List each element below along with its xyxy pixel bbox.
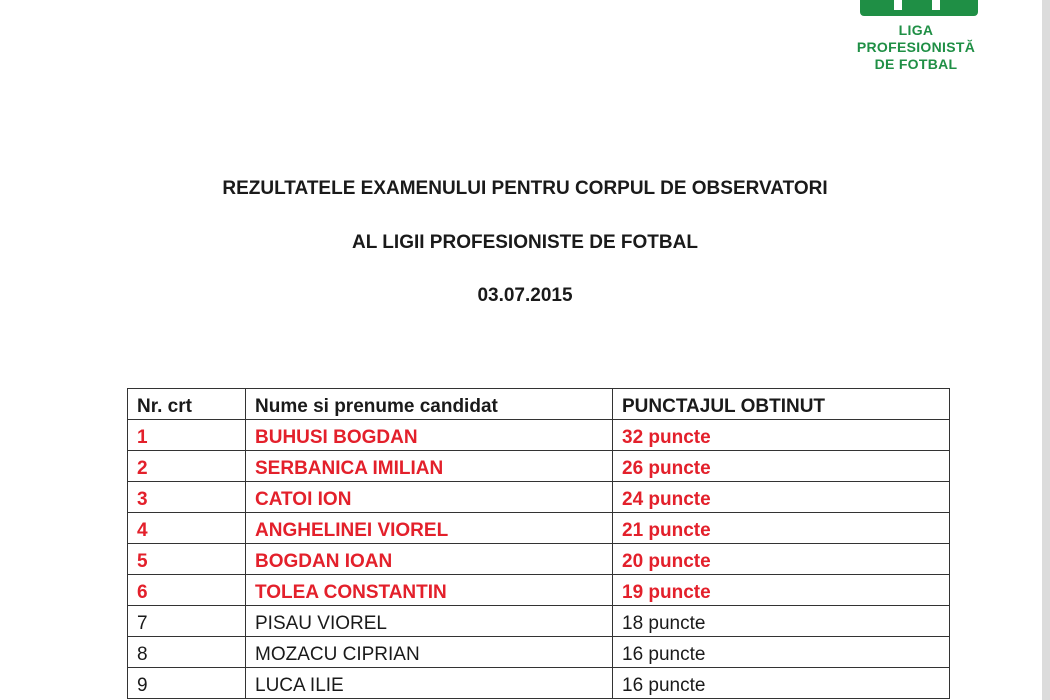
row-number-cell: 1	[128, 420, 246, 451]
score-cell: 19 puncte	[613, 575, 950, 606]
table-row	[128, 544, 950, 575]
candidate-name-cell: PISAU VIOREL	[246, 606, 613, 637]
candidate-name-cell: MOZACU CIPRIAN	[246, 637, 613, 668]
candidate-name-cell: LUCA ILIE	[246, 668, 613, 699]
candidate-name-cell: SERBANICA IMILIAN	[246, 451, 613, 482]
row-number-cell: 3	[128, 482, 246, 513]
table-row	[128, 668, 950, 699]
logo-line-2: PROFESIONISTĂ	[856, 39, 976, 55]
candidate-name-cell: BUHUSI BOGDAN	[246, 420, 613, 451]
logo-mark-icon	[860, 0, 978, 16]
row-number-cell: 4	[128, 513, 246, 544]
table-row	[128, 637, 950, 668]
document-title-line-1: REZULTATELE EXAMENULUI PENTRU CORPUL DE OBSERVATORI	[222, 178, 828, 199]
document-date: 03.07.2015	[477, 285, 573, 306]
table-body	[128, 420, 950, 699]
table-row	[128, 513, 950, 544]
score-cell: 16 puncte	[613, 668, 950, 699]
score-cell: 18 puncte	[613, 606, 950, 637]
score-cell: 24 puncte	[613, 482, 950, 513]
header-score: PUNCTAJUL OBTINUT	[613, 389, 950, 420]
header-nr-crt: Nr. crt	[128, 389, 246, 420]
table-header-row	[128, 389, 950, 420]
table-row	[128, 451, 950, 482]
table-row	[128, 606, 950, 637]
header-candidate-name: Nume si prenume candidat	[246, 389, 613, 420]
candidate-name-cell: ANGHELINEI VIOREL	[246, 513, 613, 544]
candidate-name-cell: TOLEA CONSTANTIN	[246, 575, 613, 606]
score-cell: 21 puncte	[613, 513, 950, 544]
row-number-cell: 7	[128, 606, 246, 637]
score-cell: 20 puncte	[613, 544, 950, 575]
score-cell: 26 puncte	[613, 451, 950, 482]
row-number-cell: 8	[128, 637, 246, 668]
logo-line-3: DE FOTBAL	[874, 56, 958, 72]
table-row	[128, 482, 950, 513]
score-cell: 32 puncte	[613, 420, 950, 451]
results-table	[127, 388, 950, 699]
logo-text	[846, 22, 986, 73]
score-cell: 16 puncte	[613, 637, 950, 668]
candidate-name-cell: CATOI ION	[246, 482, 613, 513]
row-number-cell: 2	[128, 451, 246, 482]
lpf-logo	[846, 0, 986, 80]
logo-line-1: LIGA	[898, 22, 934, 38]
document-title-line-2: AL LIGII PROFESIONISTE DE FOTBAL	[352, 232, 698, 253]
candidate-name-cell: BOGDAN IOAN	[246, 544, 613, 575]
row-number-cell: 6	[128, 575, 246, 606]
table-row	[128, 420, 950, 451]
row-number-cell: 9	[128, 668, 246, 699]
page-edge-shadow	[1042, 0, 1050, 700]
table-row	[128, 575, 950, 606]
row-number-cell: 5	[128, 544, 246, 575]
